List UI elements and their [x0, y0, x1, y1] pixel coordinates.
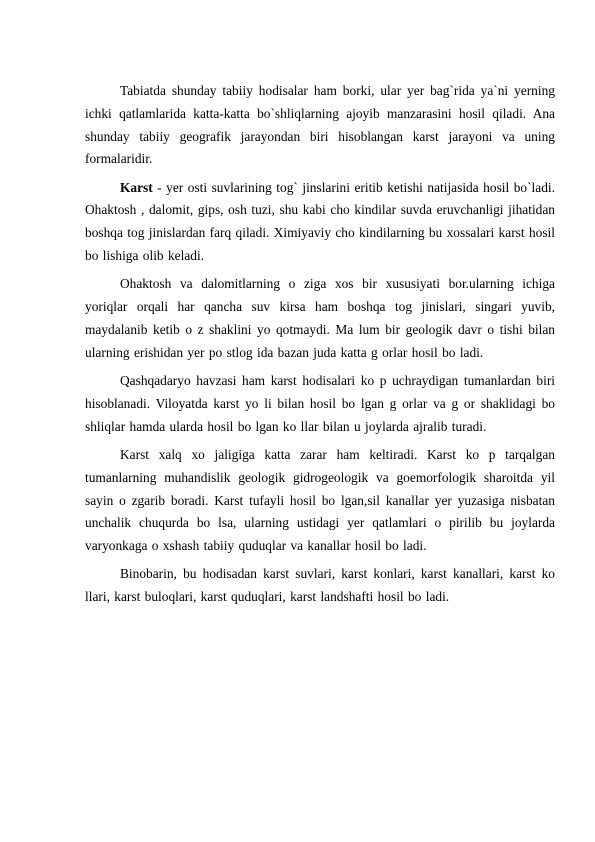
- paragraph-5: Karst xalq xo jaligiga katta zarar ham keltiradi. Karst ko p tarqalgan tumanlarning muhandislik geologik gidrogeologik va goemorfologik sharoitda yil sayin o zgarib boradi. Karst tufayli hosil bo lgan,sil kanallar yer yuzasiga nisbatan unchalik chuqurda bo lsa, ularning ustidagi yer qatlamlari o pirilib bu joylarda varyonkaga o xshash tabiiy quduqlar va kanallar hosil bo ladi.: [85, 446, 555, 554]
- paragraph-4: Qashqadaryo havzasi ham karst hodisalari ko p uchraydigan tumanlardan biri hisoblanadi. Viloyatda karst yo li bilan hosil bo lgan g orlar va g or shaklidagi bo shliqlar hamda ularda hosil bo lgan ko llar bilan u joylarda ajralib turadi.: [85, 373, 555, 434]
- paragraph-6: Binobarin, bu hodisadan karst suvlari, karst konlari, karst kanallari, karst ko llari, karst buloqlari, karst quduqlari, karst landshafti hosil bo ladi.: [85, 566, 555, 605]
- paragraph-2: Karst - yer osti suvlarining tog` jinslarini eritib ketishi natijasida hosil bo`ladi. Ohaktosh , dalomit, gips, osh tuzi, shu kabi cho kindilar suvda eruvchanligi jihatidan boshqa tog jinislardan farq qiladi. Ximiyaviy cho kindilarning bu xossalari karst hosil bo lishiga olib keladi.: [85, 179, 555, 264]
- paragraph-1: Tabiatda shunday tabiiy hodisalar ham borki, ular yer bag`rida ya`ni yerning ichki qatlamlarida katta-katta bo`shliqlarning ajoyib manzarasini hosil qiladi. Ana shunday tabiiy geografik jarayondan biri hisoblangan karst jarayoni va uning formalaridir.: [85, 83, 555, 167]
- document-page: [85, 80, 555, 615]
- term-karst: Karst: [120, 179, 153, 195]
- paragraph-3: Ohaktosh va dalomitlarning o ziga xos bir xususiyati bor.ularning ichiga yoriqlar orqali har qancha suv kirsa ham boshqa tog jinislari, singari yuvib, maydalanib ketib o z shaklini yo qotmaydi. Ma lum bir geologik davr o tishi bilan ularning erishidan yer po stlog ida bazan juda katta g orlar hosil bo ladi.: [85, 276, 555, 360]
